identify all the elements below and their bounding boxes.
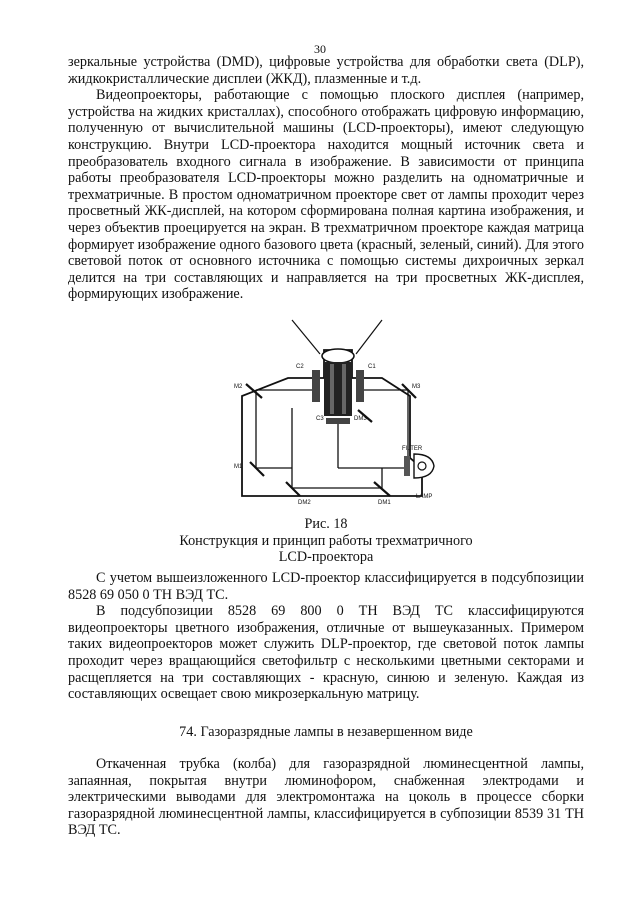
label-m1: M1 <box>234 464 243 470</box>
paragraph-1: зеркальные устройства (DMD), цифровые устройства для обработки света (DLP), жидкокристаллические дисплеи (ЖКД), плазменные и т.д. <box>68 54 584 87</box>
paragraph-4: В подсубпозиции 8528 69 800 0 ТН ВЭД ТС классифицируются видеопроекторы цветного изображения, отличные от вышеуказанных. Примером таких видеопроекторов может служить DLP-проектор, где световой поток лампы проходит через вращающийся светофильтр с несколькими цветными секторами и расщепляется на три составляющих - красную, синюю и зеленую. Каждая из составляющих освещает свою микрозеркальную матрицу. <box>68 603 584 703</box>
label-dm1: DM1 <box>378 500 391 506</box>
label-m3: M3 <box>412 384 421 390</box>
label-dm3: DM3 <box>354 416 367 422</box>
paragraph-2: Видеопроекторы, работающие с помощью плоского дисплея (например, устройства на жидких кристаллах), способного отображать цифровую информацию, полученную от вычислительной машины (LCD-проекторы), имеют следующую конструкцию. Внутри LCD-проектора находится мощный источник света и преобразователь входного сигнала в изображение. В зависимости от принципа работы преобразователя LCD-проекторы можно разделить на одноматричные и трехматричные. В простом одноматричном проекторе свет от лампы проходит через просветный ЖК-дисплей, на котором сформирована полная картина изображения, и через объектив проецируется на экран. В трехматричном проекторе каждая матрица формирует изображение одного базового цвета (красный, зеленый, синий). Для этого световой поток от основного источника с помощью системы дихроичных зеркал делится на три составляющих и направляется на три просветных ЖК-дисплея, формирующих изображение. <box>68 87 584 303</box>
figure-lcd-projector <box>232 318 444 510</box>
text-block-middle <box>68 570 584 703</box>
caption-number: Рис. 18 <box>304 516 348 532</box>
page-number: 30 <box>314 42 326 56</box>
paragraph-5: Откаченная трубка (колба) для газоразрядной люминесцентной лампы, запаянная, покрытая внутри люминофором, снабженная электродами и электрическими выводами для электромонтажа на цоколь в процессе сборки газоразрядной люминесцентной лампы, классифицируется в субпозиции 8539 31 ТН ВЭД ТС. <box>68 756 584 839</box>
caption-line-1: Конструкция и принцип работы трехматричного <box>179 532 473 549</box>
label-lamp: LAMP <box>416 494 433 500</box>
projector-diagram <box>232 318 444 510</box>
paragraph-3: С учетом вышеизложенного LCD-проектор классифицируется в подсубпозиции 8528 69 050 0 ТН ВЭД ТС. <box>68 570 584 603</box>
section-heading: 74. Газоразрядные лампы в незавершенном виде <box>179 724 473 740</box>
caption-line-2: LCD-проектора <box>278 549 374 566</box>
figure-caption <box>68 516 584 566</box>
label-c1: C1 <box>368 364 376 370</box>
label-filter: FILTER <box>402 446 423 452</box>
label-m2: M2 <box>234 384 243 390</box>
label-c2: C2 <box>296 364 304 370</box>
text-block-top <box>68 54 584 303</box>
text-block-bottom <box>68 756 584 839</box>
label-c3: C3 <box>316 416 324 422</box>
label-dm2: DM2 <box>298 500 311 506</box>
